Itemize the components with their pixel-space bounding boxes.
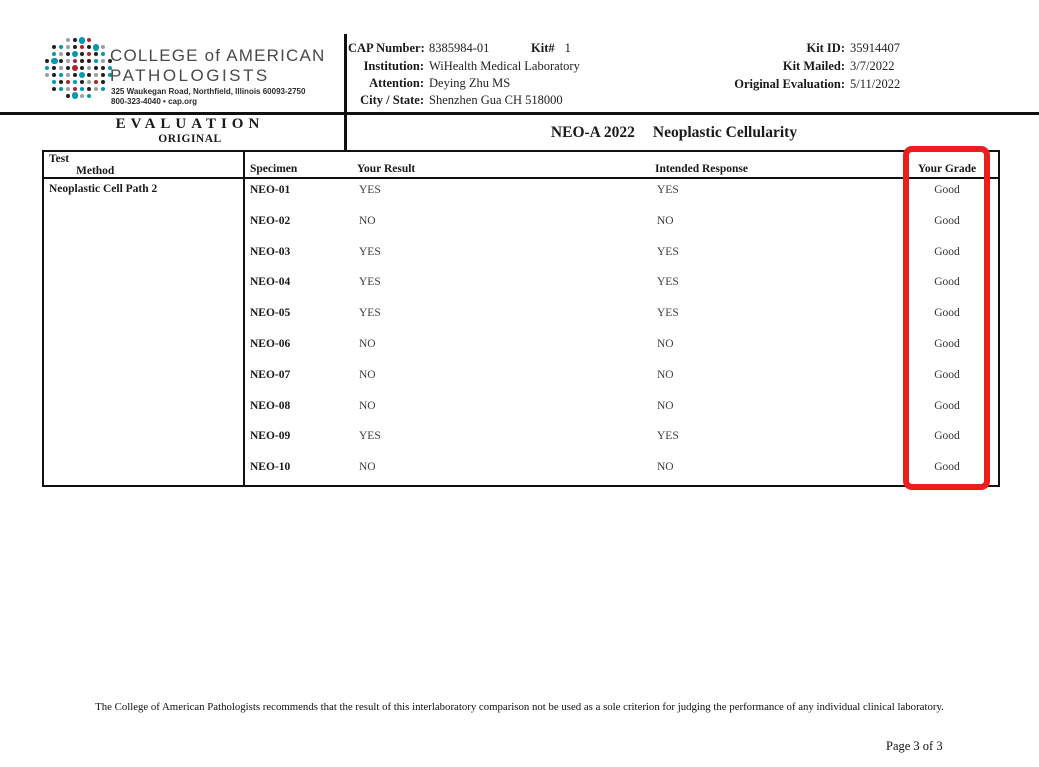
cap-logo-dots-icon bbox=[44, 37, 114, 100]
table-row bbox=[44, 212, 998, 243]
cell-your-grade: Good bbox=[934, 337, 960, 350]
table-row bbox=[44, 366, 998, 397]
org-address: 325 Waukegan Road, Northfield, Illinois 60093-2750 bbox=[111, 87, 306, 96]
cell-your-result: NO bbox=[359, 368, 376, 381]
cell-specimen: NEO-02 bbox=[250, 214, 291, 227]
cell-intended-response: YES bbox=[657, 307, 679, 320]
table-row bbox=[44, 397, 998, 428]
kit-mailed-row bbox=[700, 59, 894, 74]
attention-row bbox=[348, 76, 510, 91]
attention-label: Attention: bbox=[369, 76, 424, 90]
cap-number-row bbox=[348, 41, 489, 56]
table-row bbox=[44, 273, 998, 304]
cell-your-grade: Good bbox=[934, 307, 960, 320]
cell-intended-response: NO bbox=[657, 461, 674, 474]
table-row bbox=[44, 181, 998, 212]
cell-your-result: NO bbox=[359, 461, 376, 474]
cell-specimen: NEO-07 bbox=[250, 368, 291, 381]
institution-label: Institution: bbox=[363, 59, 424, 73]
cell-intended-response: YES bbox=[657, 276, 679, 289]
page-number: Page 3 of 3 bbox=[886, 739, 943, 753]
cell-your-result: NO bbox=[359, 337, 376, 350]
test-method-name: Neoplastic Cell Path 2 bbox=[49, 183, 158, 195]
table-rows bbox=[44, 181, 998, 489]
cell-your-result: YES bbox=[359, 245, 381, 258]
institution-row bbox=[348, 59, 580, 74]
cell-your-result: NO bbox=[359, 399, 376, 412]
cell-your-grade: Good bbox=[934, 214, 960, 227]
original-evaluation-value: 5/11/2022 bbox=[850, 77, 901, 91]
cap-number-label: CAP Number: bbox=[348, 41, 425, 55]
kit-mailed-value: 3/7/2022 bbox=[850, 59, 895, 73]
results-table bbox=[42, 150, 1000, 487]
cell-specimen: NEO-01 bbox=[250, 184, 291, 196]
evaluation-subheading: ORIGINAL bbox=[158, 133, 222, 145]
table-header-row bbox=[44, 152, 998, 179]
table-row bbox=[44, 243, 998, 274]
table-row bbox=[44, 427, 998, 458]
cell-intended-response: NO bbox=[657, 368, 674, 381]
kit-id-value: 35914407 bbox=[850, 41, 900, 55]
cell-specimen: NEO-03 bbox=[250, 245, 291, 258]
city-state-value: Shenzhen Gua CH 518000 bbox=[429, 93, 563, 107]
cap-number-value: 8385984-01 bbox=[429, 41, 490, 55]
report-title bbox=[348, 124, 1000, 142]
col-header-test: Test bbox=[49, 153, 70, 165]
cell-specimen: NEO-04 bbox=[250, 276, 291, 289]
cell-your-grade: Good bbox=[934, 430, 960, 443]
cell-your-grade: Good bbox=[934, 368, 960, 381]
org-name-line1: COLLEGE of AMERICAN bbox=[110, 46, 326, 65]
col-header-your-grade: Your Grade bbox=[917, 163, 977, 175]
cell-intended-response: YES bbox=[657, 245, 679, 258]
kit-id-row bbox=[700, 41, 900, 56]
cell-your-result: YES bbox=[359, 430, 381, 443]
city-state-label: City / State: bbox=[360, 93, 424, 107]
attention-value: Deying Zhu MS bbox=[429, 76, 511, 90]
cell-intended-response: YES bbox=[657, 430, 679, 443]
cell-your-grade: Good bbox=[934, 399, 960, 412]
cell-your-grade: Good bbox=[934, 184, 960, 196]
col-header-specimen: Specimen bbox=[250, 163, 298, 175]
cell-your-result: YES bbox=[359, 307, 381, 320]
col-header-intended-response: Intended Response bbox=[655, 163, 748, 175]
kit-number-label: Kit# bbox=[531, 41, 555, 55]
cell-specimen: NEO-09 bbox=[250, 430, 291, 443]
cell-your-result: YES bbox=[359, 184, 381, 196]
cell-your-grade: Good bbox=[934, 245, 960, 258]
city-state-row bbox=[348, 93, 563, 108]
evaluation-heading: EVALUATION bbox=[115, 116, 265, 132]
table-row bbox=[44, 335, 998, 366]
kit-mailed-label: Kit Mailed: bbox=[782, 59, 845, 73]
institution-value: WiHealth Medical Laboratory bbox=[429, 59, 580, 73]
report-name: Neoplastic Cellularity bbox=[652, 124, 798, 141]
report-program: NEO-A 2022 bbox=[550, 124, 635, 141]
kit-number-row bbox=[531, 41, 571, 56]
original-evaluation-row bbox=[700, 77, 900, 92]
kit-number-value: 1 bbox=[564, 41, 571, 55]
cell-specimen: NEO-05 bbox=[250, 307, 291, 320]
cell-intended-response: NO bbox=[657, 399, 674, 412]
col-header-method: Method bbox=[76, 165, 115, 177]
cell-intended-response: NO bbox=[657, 337, 674, 350]
cell-your-grade: Good bbox=[934, 276, 960, 289]
col-header-your-result: Your Result bbox=[357, 163, 416, 175]
cell-specimen: NEO-06 bbox=[250, 337, 291, 350]
cell-specimen: NEO-10 bbox=[250, 461, 291, 474]
org-phone-web: 800-323-4040 • cap.org bbox=[111, 97, 197, 106]
cell-specimen: NEO-08 bbox=[250, 399, 291, 412]
your-grade-highlight-box bbox=[903, 146, 990, 490]
kit-id-label: Kit ID: bbox=[806, 41, 845, 55]
disclaimer-text: The College of American Pathologists recommends that the result of this interlaboratory comparison not be used as a sole criterion for judging the performance of any individual clinical laboratory. bbox=[95, 701, 944, 713]
cell-your-result: NO bbox=[359, 214, 376, 227]
header-horizontal-rule bbox=[0, 112, 1039, 115]
original-evaluation-label: Original Evaluation: bbox=[734, 77, 845, 91]
cell-your-result: YES bbox=[359, 276, 381, 289]
cell-your-grade: Good bbox=[934, 461, 960, 474]
org-name-line2: PATHOLOGISTS bbox=[110, 66, 270, 85]
cell-intended-response: YES bbox=[657, 184, 679, 196]
table-row bbox=[44, 458, 998, 489]
cell-intended-response: NO bbox=[657, 214, 674, 227]
table-row bbox=[44, 304, 998, 335]
